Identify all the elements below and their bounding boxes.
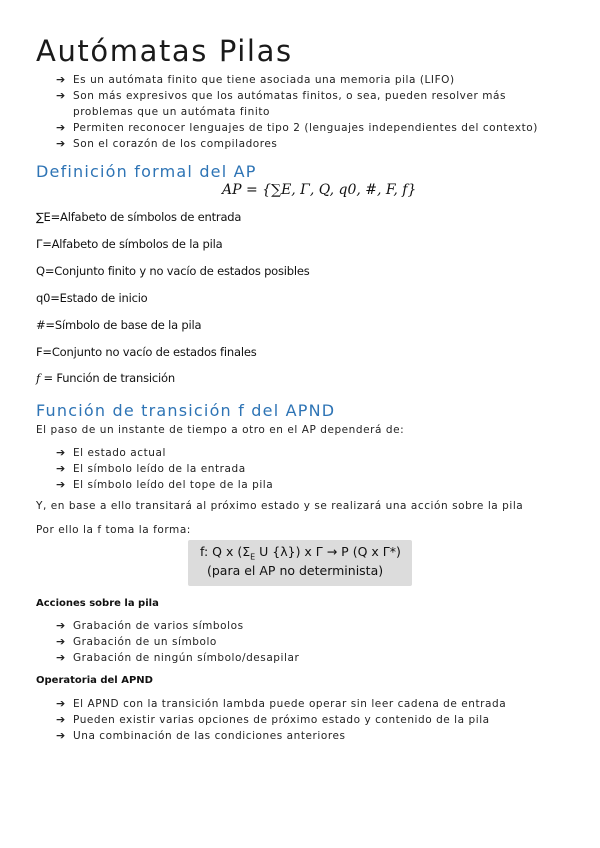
acciones-list: [56, 618, 299, 666]
list-item: ➔ Grabación de varios símbolos: [56, 619, 244, 632]
list-item: ➔ Permiten reconocer lenguajes de tipo 2 (lenguajes independientes del contexto): [56, 121, 538, 134]
arrow-icon: ➔: [56, 729, 66, 742]
definition-line-f: f = Función de transición: [36, 371, 175, 385]
arrow-icon: ➔: [56, 478, 66, 491]
list-item: ➔ Son el corazón de los compiladores: [56, 137, 278, 150]
arrow-icon: ➔: [56, 651, 66, 664]
arrow-icon: ➔: [56, 121, 66, 134]
operatoria-list: [56, 696, 506, 744]
list-item: ➔ Son más expresivos que los autómatas finitos, o sea, pueden resolver más problemas que un autómata finito: [56, 89, 506, 118]
definition-line: Γ=Alfabeto de símbolos de la pila: [36, 237, 223, 251]
arrow-icon: ➔: [56, 635, 66, 648]
list-item: ➔ El símbolo leído del tope de la pila: [56, 478, 274, 491]
function-heading: Función de transición f del APND: [36, 401, 336, 420]
transition-formula: f: Q x ($\Sigma_E$ U {λ}) x Γ → P (Q x Γ*): [200, 544, 401, 562]
definition-line: q0=Estado de inicio: [36, 291, 148, 305]
function-intro: El paso de un instante de tiempo a otro en el AP dependerá de:: [36, 424, 405, 436]
function-paragraph: Por ello la f toma la forma:: [36, 524, 191, 536]
definition-line: #=Símbolo de base de la pila: [36, 318, 202, 332]
arrow-icon: ➔: [56, 73, 66, 86]
arrow-icon: ➔: [56, 446, 66, 459]
arrow-icon: ➔: [56, 137, 66, 150]
list-item: ➔ Una combinación de las condiciones anteriores: [56, 729, 346, 742]
page-title: Autómatas Pilas: [36, 34, 293, 68]
arrow-icon: ➔: [56, 697, 66, 710]
list-item: ➔ Pueden existir varias opciones de próximo estado y contenido de la pila: [56, 713, 490, 726]
list-item: ➔ Es un autómata finito que tiene asociada una memoria pila (LIFO): [56, 73, 455, 86]
list-item: ➔ El APND con la transición lambda puede operar sin leer cadena de entrada: [56, 697, 507, 710]
intro-list: [56, 72, 538, 152]
list-item: ➔ El símbolo leído de la entrada: [56, 462, 246, 475]
transition-note: (para el AP no determinista): [207, 563, 384, 578]
transition-formula-box: [188, 540, 412, 586]
function-list: [56, 445, 273, 493]
list-item: ➔ El estado actual: [56, 446, 166, 459]
list-item: ➔ Grabación de ningún símbolo/desapilar: [56, 651, 300, 664]
operatoria-heading: Operatoria del APND: [36, 675, 153, 686]
definition-line: Q=Conjunto finito y no vacío de estados posibles: [36, 264, 310, 278]
definition-line: ∑E=Alfabeto de símbolos de entrada: [36, 210, 242, 224]
definition-line: F=Conjunto no vacío de estados finales: [36, 345, 257, 359]
arrow-icon: ➔: [56, 89, 66, 102]
definition-heading: Definición formal del AP: [36, 162, 257, 181]
list-item: ➔ Grabación de un símbolo: [56, 635, 217, 648]
arrow-icon: ➔: [56, 619, 66, 632]
arrow-icon: ➔: [56, 713, 66, 726]
acciones-heading: Acciones sobre la pila: [36, 598, 159, 609]
arrow-icon: ➔: [56, 462, 66, 475]
function-paragraph: Y, en base a ello transitará al próximo estado y se realizará una acción sobre la pila: [36, 500, 524, 512]
ap-formula: AP = {∑E, Γ, Q, q0, #, F, f}: [222, 182, 417, 198]
